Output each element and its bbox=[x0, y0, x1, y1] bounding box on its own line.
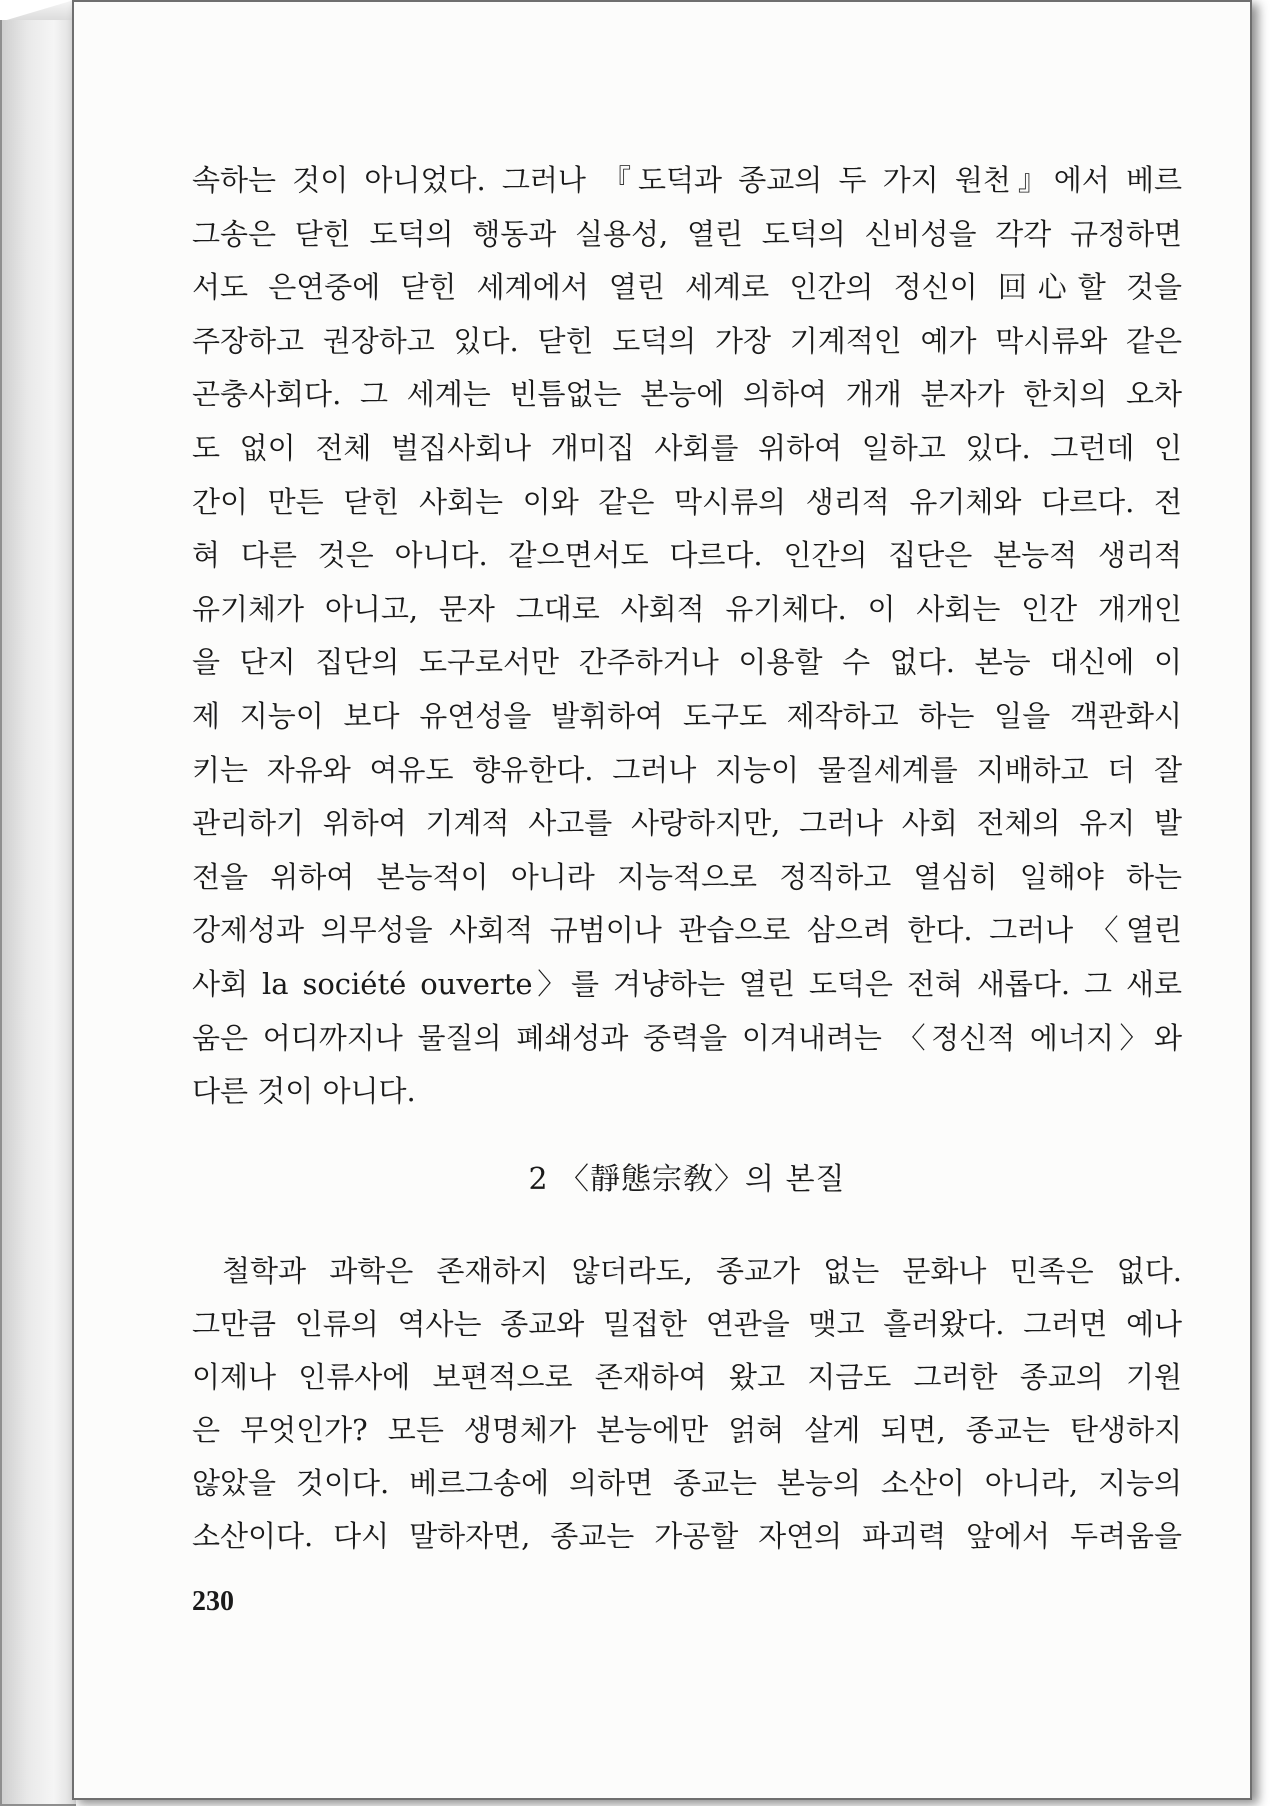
text-line: 간이 만든 닫힌 사회는 이와 같은 막시류의 생리적 유기체와 다르다. 전 bbox=[192, 484, 1182, 519]
text-line: 사회 la société ouverte〉를 겨냥하는 열린 도덕은 전혀 새롭다. 그 새로 bbox=[192, 966, 1182, 1001]
text-line: 않았을 것이다. 베르그송에 의하면 종교는 본능의 소산이 아니라, 지능의 bbox=[192, 1466, 1182, 1500]
text-line: 키는 자유와 여유도 향유한다. 그러나 지능이 물질세계를 지배하고 더 잘 bbox=[192, 752, 1182, 787]
text-line: 혀 다른 것은 아니다. 같으면서도 다르다. 인간의 집단은 본능적 생리적 bbox=[192, 538, 1182, 573]
text-line: 그송은 닫힌 도덕의 행동과 실용성, 열린 도덕의 신비성을 각각 규정하면 bbox=[192, 216, 1182, 251]
text-line: 을 단지 집단의 도구로서만 간주하거나 이용할 수 없다. 본능 대신에 이 bbox=[192, 645, 1182, 680]
text-line: 다른 것이 아니다. bbox=[192, 1074, 416, 1109]
book-spine-edge bbox=[0, 20, 76, 1806]
paragraph-1 bbox=[192, 154, 1182, 1119]
text-line: 강제성과 의무성을 사회적 규범이나 관습으로 삼으려 한다. 그러나 〈열린 bbox=[192, 913, 1182, 948]
text-line: 제 지능이 보다 유연성을 발휘하여 도구도 제작하고 하는 일을 객관화시 bbox=[192, 698, 1182, 733]
text-line: 도 없이 전체 벌집사회나 개미집 사회를 위하여 일하고 있다. 그런데 인 bbox=[192, 430, 1182, 465]
text-line: 그만큼 인류의 역사는 종교와 밀접한 연관을 맺고 흘러왔다. 그러면 예나 bbox=[192, 1307, 1182, 1341]
text-line: 은 무엇인가? 모든 생명체가 본능에만 얽혀 살게 되면, 종교는 탄생하지 bbox=[192, 1413, 1182, 1447]
text-line: 소산이다. 다시 말하자면, 종교는 가공할 자연의 파괴력 앞에서 두려움을 bbox=[192, 1519, 1182, 1553]
section-heading: 2 〈靜態宗敎〉의 본질 bbox=[528, 1162, 846, 1197]
text-line: 주장하고 권장하고 있다. 닫힌 도덕의 가장 기계적인 예가 막시류와 같은 bbox=[192, 323, 1182, 358]
text-line: 철학과 과학은 존재하지 않더라도, 종교가 없는 문화나 민족은 없다. bbox=[222, 1254, 1182, 1288]
text-line: 움은 어디까지나 물질의 폐쇄성과 중력을 이겨내려는 〈정신적 에너지〉와 bbox=[192, 1020, 1182, 1055]
text-line: 관리하기 위하여 기계적 사고를 사랑하지만, 그러나 사회 전체의 유지 발 bbox=[192, 806, 1182, 841]
text-line: 전을 위하여 본능적이 아니라 지능적으로 정직하고 열심히 일해야 하는 bbox=[192, 859, 1182, 894]
text-line: 이제나 인류사에 보편적으로 존재하여 왔고 지금도 그러한 종교의 기원 bbox=[192, 1360, 1182, 1394]
page-content bbox=[192, 154, 1182, 1617]
text-line: 속하는 것이 아니었다. 그러나 『도덕과 종교의 두 가지 원천』에서 베르 bbox=[192, 163, 1182, 197]
page-number: 230 bbox=[192, 1586, 234, 1617]
text-line: 곤충사회다. 그 세계는 빈틈없는 본능에 의하여 개개 분자가 한치의 오차 bbox=[192, 377, 1182, 412]
paragraph-2 bbox=[192, 1245, 1182, 1563]
book-page bbox=[72, 0, 1252, 1800]
book-top-edge bbox=[0, 0, 74, 22]
text-line: 서도 은연중에 닫힌 세계에서 열린 세계로 인간의 정신이 回心할 것을 bbox=[192, 270, 1182, 305]
text-line: 유기체가 아니고, 문자 그대로 사회적 유기체다. 이 사회는 인간 개개인 bbox=[192, 591, 1182, 626]
